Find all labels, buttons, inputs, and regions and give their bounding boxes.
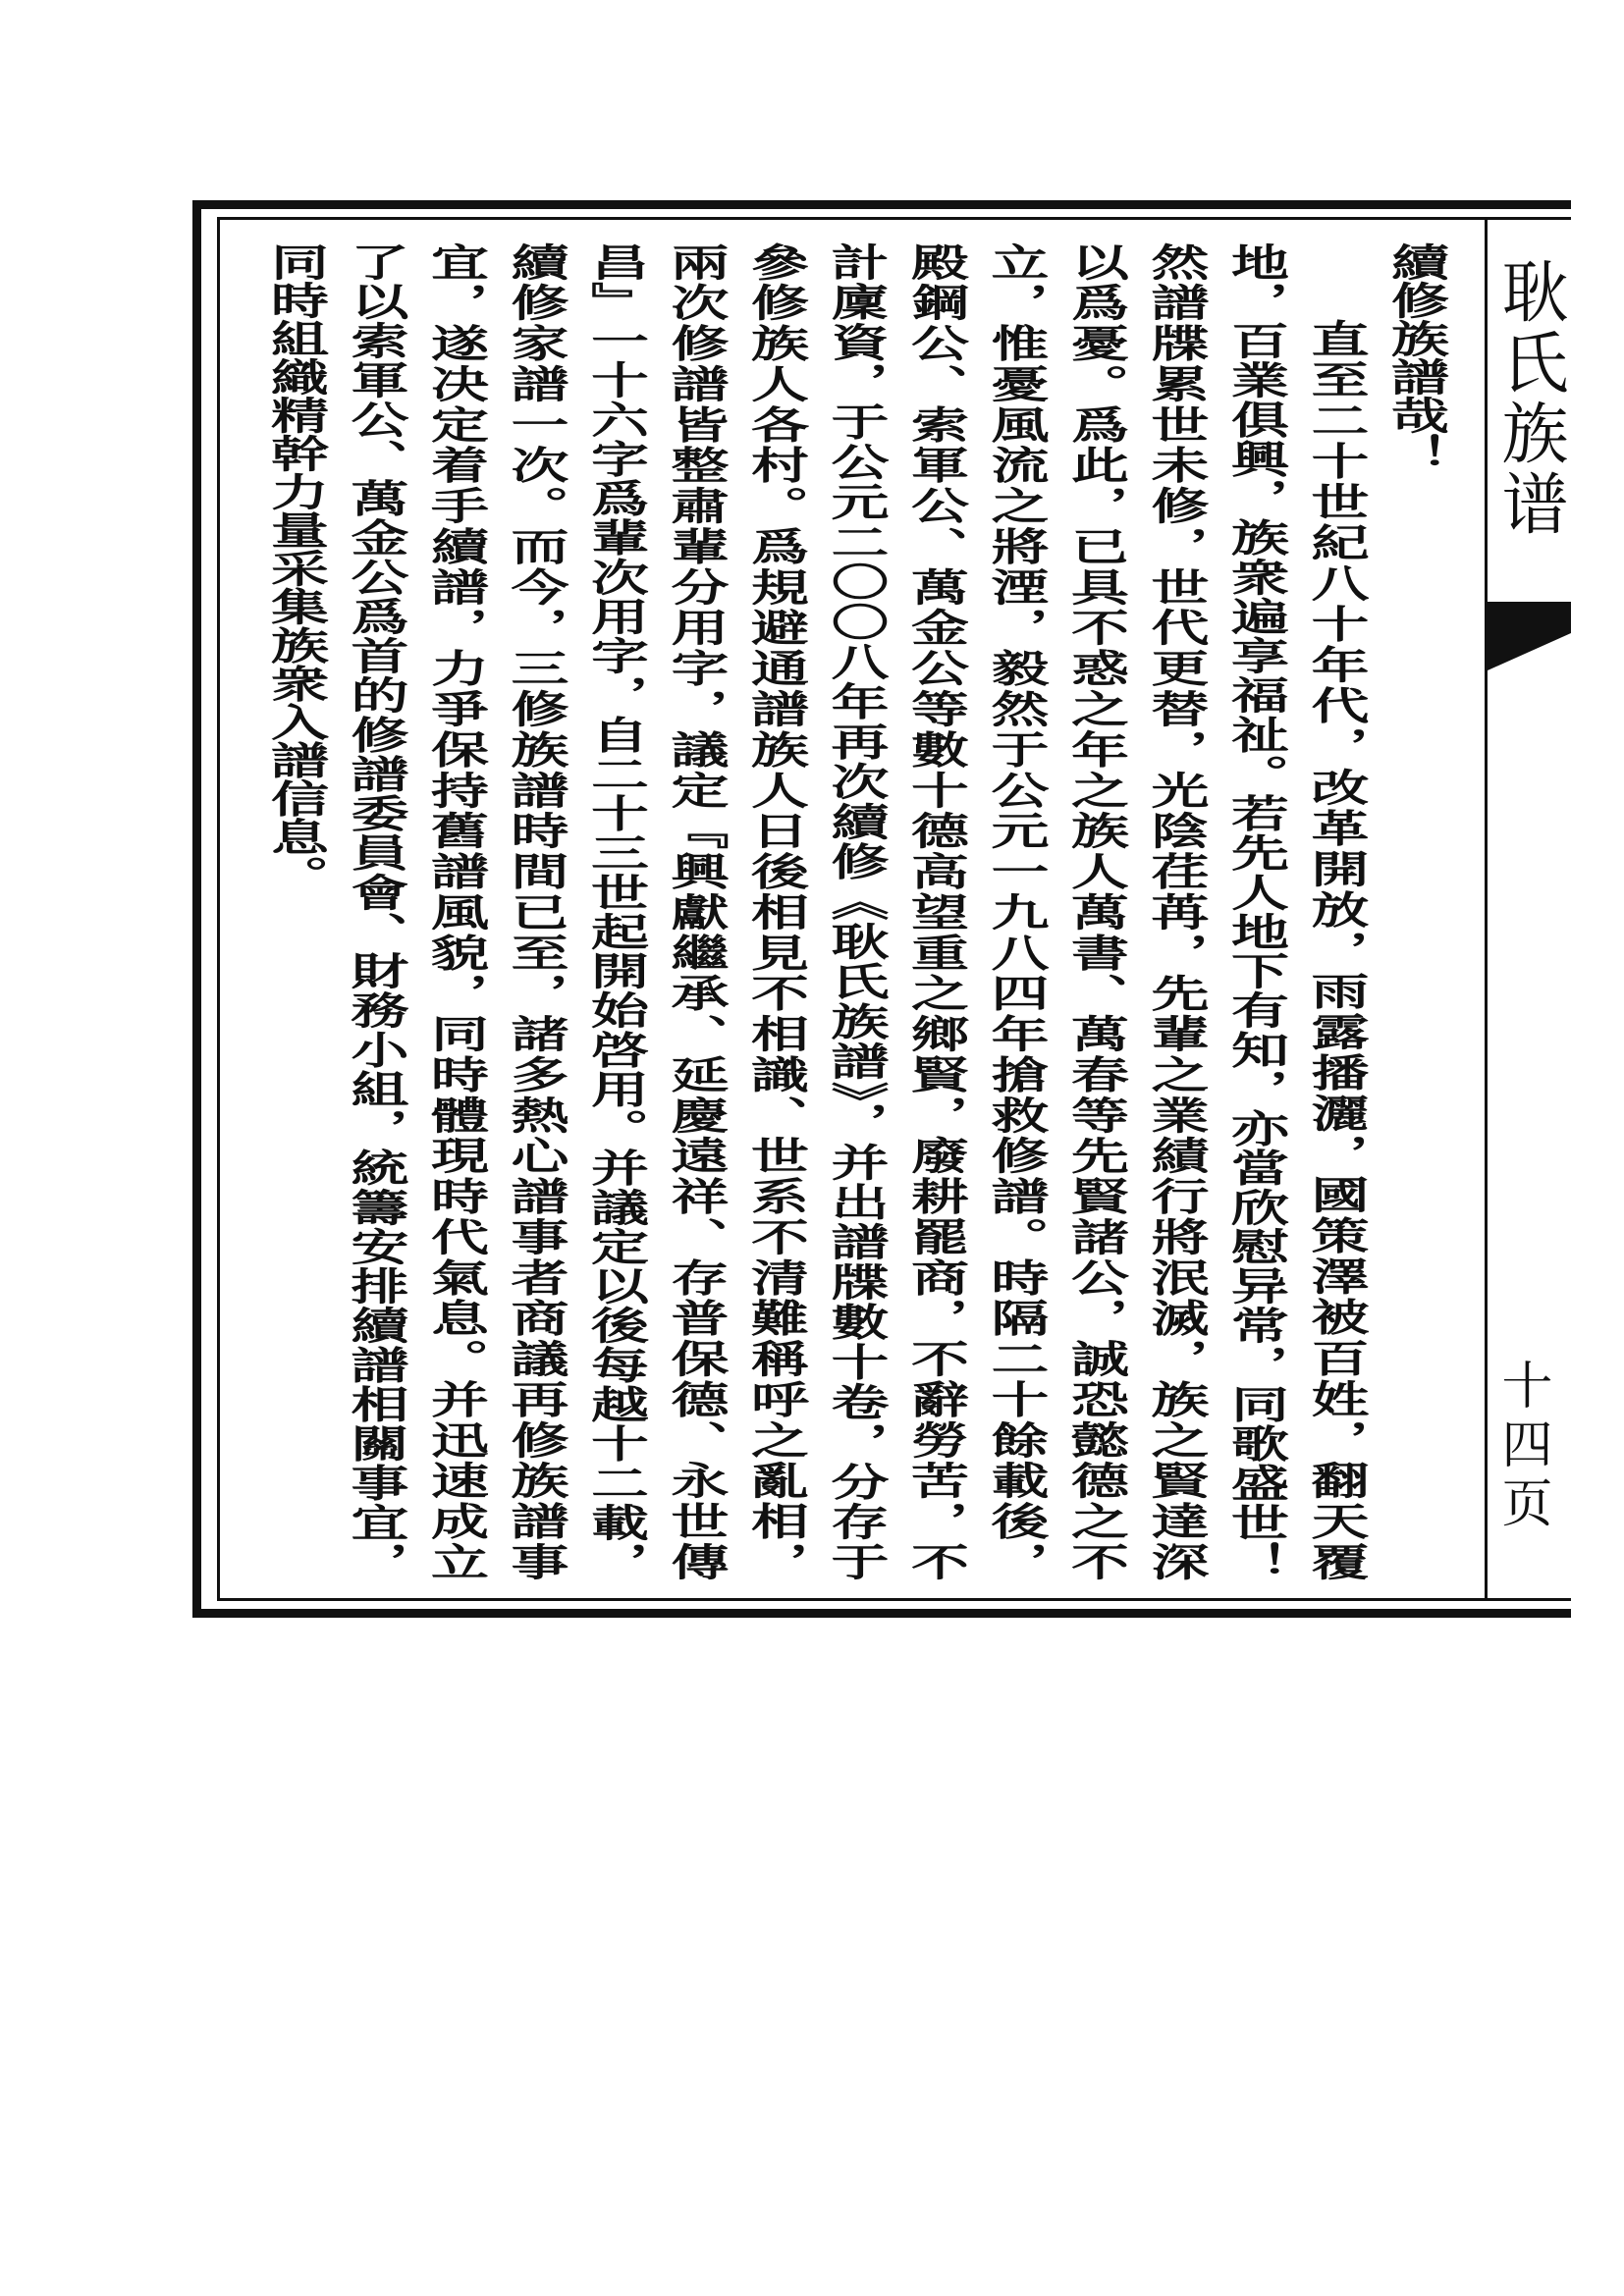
text-column: 殿鋼公、索軍公、萬金公等數十德高望重之鄉賢，廢耕罷商，不辭勞苦，不 <box>901 242 969 1581</box>
body-text <box>254 242 1455 1580</box>
text-column: 直至二十世紀八十年代，改革開放，雨露播灑，國策澤被百姓，翻天覆 <box>1301 319 1370 1581</box>
fishtail-shape <box>1488 602 1571 670</box>
fishtail-ornament <box>1488 602 1571 670</box>
book-title: 耿氏族谱 <box>1490 257 1568 540</box>
text-column: 地，百業俱興，族衆遍享福祉。若先人地下有知，亦當欣慰异常，同歌盛世！ <box>1221 242 1289 1581</box>
text-column: 兩次修譜皆整肅輩分用字，議定『興獻繼承、延慶遠祥、存普保德、永世傳 <box>661 242 730 1581</box>
text-column: 然譜牒累世未修，世代更替，光陰荏苒，先輩之業績行將泯滅，族之賢達深 <box>1141 242 1210 1581</box>
text-column: 宜，遂决定着手續譜，力爭保持舊譜風貌，同時體現時代氣息。并迅速成立 <box>421 242 489 1581</box>
text-column: 昌』一十六字爲輩次用字，自二十三世起開始啓用。并議定以後每越十二載， <box>581 242 649 1581</box>
text-column: 計廩資，于公元二〇〇八年再次續修《耿氏族譜》，并出譜牒數十卷，分存于 <box>821 242 890 1581</box>
text-column: 以爲憂。爲此，已具不惑之年之族人萬書、萬春等先賢諸公，誠恐懿德之不 <box>1061 242 1129 1581</box>
text-column: 同時組織精幹力量采集族衆入譜信息。 <box>261 242 329 894</box>
text-column: 續修族譜哉！ <box>1381 242 1449 473</box>
text-column: 續修家譜一次。而今，三修族譜時間已至，諸多熱心譜事者商議再修族譜事 <box>501 242 569 1581</box>
page-number: 十四页 <box>1492 1359 1551 1535</box>
text-column: 參修族人各村。爲規避通譜族人日後相見不相識、世系不清難稱呼之亂相， <box>741 242 809 1581</box>
text-column: 立，惟憂風流之將湮，毅然于公元一九八四年搶救修譜。時隔二十餘載後， <box>981 242 1050 1581</box>
text-column: 了以索軍公、萬金公爲首的修譜委員會、財務小組，統籌安排續譜相關事宜， <box>341 242 409 1581</box>
